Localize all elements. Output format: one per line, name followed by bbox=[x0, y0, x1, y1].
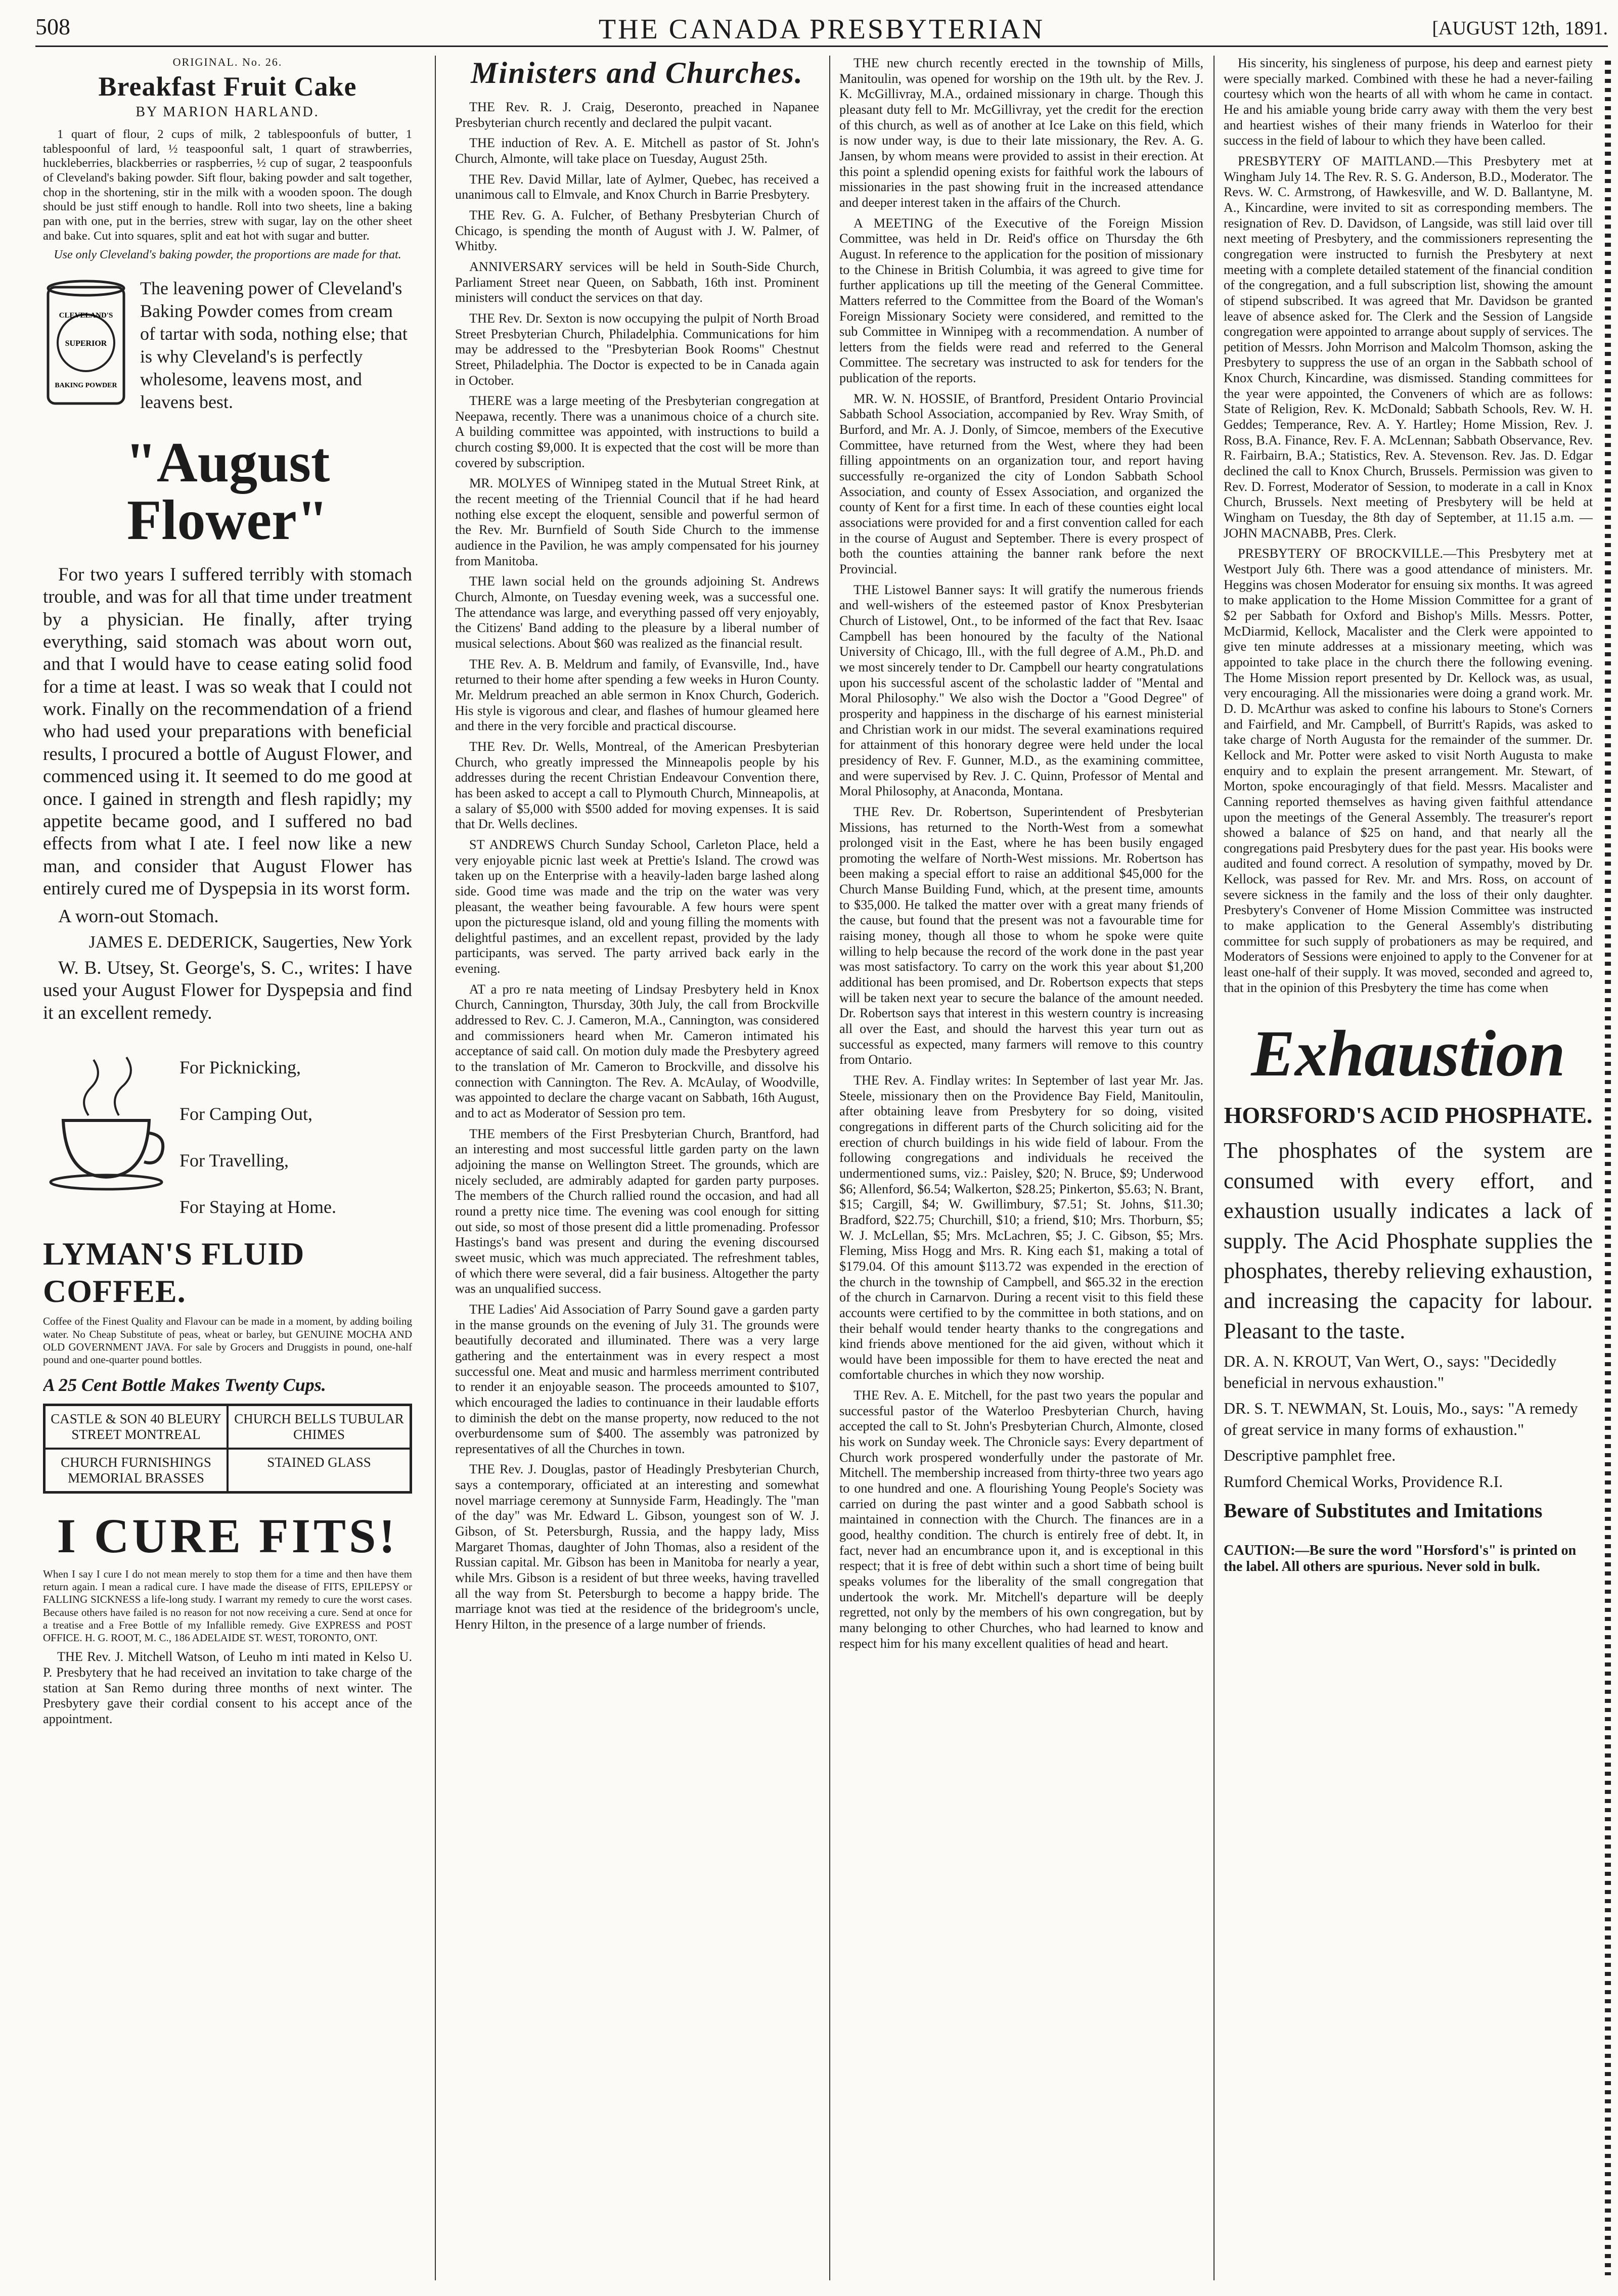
rumford-works: Rumford Chemical Works, Providence R.I. bbox=[1224, 1472, 1503, 1491]
news-paragraph: PRESBYTERY OF MAITLAND.—This Presbytery met at Wingham July 14. The Rev. R. S. G. Anderson, B.D., Moderator. The Revs. W. C. Armstrong, of Hawkesville, and W. D. Ballantyne, M. A., Kincardine, were invited to sit as corresponding members. The resignation of Rev. D. Davidson, of Langside, was still laid over till next meeting of Presbytery, and the commissioners representing the congregation were instructed to furnish the Presbytery at next meeting with a complete detailed statement of the financial condition of the congregation, and a full subscription list, showing the amount of stipend subscribed. It was agreed that Mr. Davidson be granted leave of absence asked for. The Clerk and the Session of Langside congregation were appointed to arrange about supply of services. The petition of Messrs. John Morrison and Malcolm Thomson, asking the Presbytery to suppress the use of an organ in the Sabbath school of Knox Church, Kincardine, was dismissed. Standing committees for the year were appointed, the Conveners of which are as follows: State of Religion, Rev. K. McDonald; Sabbath Schools, Rev. W. H. Geddes; Temperance, Rev. A. Y. Hartley; Home Mission, Rev. J. Ross, B.A. Finance, Rev. F. A. McLennan; Sabbath Observance, Rev. R. Fairbairn, B.A.; Statistics, Rev. A. Stevenson. Rev. Jas. D. Edgar declined the call to Knox Church, Brussels. Permission was given to Rev. D. Forrest, Moderator of Session, to moderate in a call in Knox Church, Brussels. Next meeting of Presbytery will be held at Wingham on Tuesday, the 8th day of September, at 11.15 a.m. —JOHN MACNABB, Pres. Clerk. bbox=[1224, 153, 1593, 541]
news-paragraph: THE lawn social held on the grounds adjoining St. Andrews Church, Almonte, on Tuesday evening week, was a successful one. The attendance was large, and everything passed off very enjoyably, the Citizens' Band adding to the pleasure by a liberal number of musical selections. About $60 was realized as the financial result. bbox=[455, 574, 819, 651]
ad-kicker: ORIGINAL. No. 26. bbox=[172, 56, 283, 68]
section-heading: Ministers and Churches. bbox=[471, 56, 803, 89]
castle-address: CASTLE & SON 40 BLEURY STREET MONTREAL bbox=[44, 1405, 228, 1449]
recipe-byline: BY MARION HARLAND. bbox=[136, 104, 320, 120]
cure-fits-text: When I say I cure I do not mean merely to stop them for a time and then have them return again. I mean a radical cure. I have made the disease of FITS, EPILEPSY or FALLING SICKNESS a life-long study. I warrant my remedy to cure the worst cases. Because others have failed is no reason for not now receiving a cure. Send at once for a treatise and a Free Bottle of my Infallible remedy. Give EXPRESS and POST OFFICE. H. G. ROOT, M. C., 186 ADELAIDE ST. WEST, TORONTO, ONT. bbox=[43, 1568, 412, 1644]
can-brand: CLEVELAND'S bbox=[59, 311, 113, 320]
news-paragraph: ST ANDREWS Church Sunday School, Carleton Place, held a very enjoyable picnic last week at Prettie's Island. The crowd was taken up on the Enterprise with a heavily-laden barge lashed along side. Good time was made and the trip on the water was very pleasant, the weather being favourable. A few hours were spent upon the picturesque island, old and young filling the moments with delightful pastimes, and an excellent repast, provided by the lady participants, was served. The party arrived back early in the evening. bbox=[455, 837, 819, 976]
news-paragraph: THE Rev. Dr. Wells, Montreal, of the American Presbyterian Church, who greatly impressed the Minneapolis people by his addresses during the recent Christian Endeavour Convention there, has been asked to accept a call to Plymouth Church, Minneapolis, at a salary of $5,000 with $500 added for moving expenses. It is said that Dr. Wells declines. bbox=[455, 739, 819, 832]
news-paragraph: MR. MOLYES of Winnipeg stated in the Mutual Street Rink, at the recent meeting of the Triennial Council that if he had heard nothing else except the eloquent, sensible and powerful sermon of the Rev. Mr. Burnfield of South Side Church to the immense audience in the Pavilion, he was amply compensated for his journey from Manitoba. bbox=[455, 476, 819, 568]
beware-line: Beware of Substitutes and Imitations bbox=[1224, 1499, 1543, 1522]
castle-and-son-ad bbox=[43, 1404, 412, 1494]
page-number: 508 bbox=[35, 14, 70, 39]
column-rule bbox=[435, 56, 436, 2280]
news-paragraph: AT a pro re nata meeting of Lindsay Presbytery held in Knox Church, Cannington, Thursday, 30th July, the call from Brockville addressed to Rev. C. J. Cameron, M.A., Cannington, was considered and commissioners heard when Mr. Cameron intimated his acceptance of said call. On motion duly made the Presbytery agreed to the translation of Mr. Cameron to Brockville, and dissolve his connection with Cannington. The Rev. A. McAulay, of Woodville, was appointed to declare the charge vacant on Sabbath, 16th August, and to act as Moderator of Session pro tem. bbox=[455, 981, 819, 1121]
august-flower-subhead: A worn-out Stomach. bbox=[58, 906, 219, 927]
testimonial-krout: DR. A. N. KROUT, Van Wert, O., says: "Decidedly beneficial in nervous exhaustion." bbox=[1224, 1352, 1557, 1391]
lyman-coffee-ad bbox=[43, 1045, 412, 1230]
news-paragraph: THE Rev. Dr. Robertson, Superintendent of Presbyterian Missions, has returned to the North-West from a somewhat prolonged visit in the East, where he has been busily engaged promoting the welfare of North-West missions. Mr. Robertson has been making a special effort to raise an additional $45,000 for the Church Manse Building Fund, which, at the present time, amounts to $35,000. He talked the matter over with a great many friends of the cause, but found that the present was not a favourable time for raising money, though all those to whom he spoke were quite willing to help because the record of the work done in the past year was most satisfactory. To carry on the work this year about $1,200 additional has been promised, and Dr. Robertson expects that steps will be taken next year to secure the balance of the amount needed. Dr. Robertson says that interest in this western country is increasing all over the East, and should the harvest this year turn out as successful as expected, many farmers will remove to this country from Ontario. bbox=[839, 804, 1203, 1067]
august-flower-title: "August Flower" bbox=[125, 431, 330, 552]
cure-fits-title: I CURE FITS! bbox=[57, 1509, 398, 1563]
recipe-text: 1 quart of flour, 2 cups of milk, 2 tablespoonfuls of butter, 1 tablespoonful of lard, ½ teaspoonful salt, 1 quart of strawberries, huckleberries, blackberries or raspberries, ½ cup of sugar, 2 teaspoonfuls of Cleveland's baking powder. Sift flour, baking powder and salt together, chop in the shortening, stir in the milk with a wooden spoon. The dough should be just stiff enough to handle. Roll into two sheets, line a baking pan with one, put in the berries, strew with sugar, lay on the other sheet and bake. Cut into squares, split and eat hot with sugar and butter. bbox=[43, 127, 412, 243]
news-paragraph: His sincerity, his singleness of purpose, his deep and earnest piety were specially marked. Combined with these he had a never-failing courtesy which won the hearts of all with whom he came in contact. He and his amiable young bride carry away with them the very best and heartiest wishes of their many friends in Waterloo for their success in the field of labour to which they have been called. bbox=[1224, 56, 1593, 148]
news-paragraph: THE Rev. A. E. Mitchell, for the past two years the popular and successful pastor of the Waterloo Presbyterian Church, having accepted the call to St. John's Presbyterian Church, Almonte, closed his work on Sunday week. The Chronicle says: Every department of Church work prospered wonderfully under the pastorate of Mr. Mitchell. The membership increased from thirty-three two years ago to one hundred and one. A flourishing Young People's Society was carried on during the past winter and a good Sabbath school is maintained in connection with the Church. The finances are in a good, healthy condition. The church is entirely free of debt. It, in fact, never had an encumbrance upon it, and is exceptional in this respect; that it is free of debt within such a short time of being built speaks volumes for the liberality of the small congregation that undertook the work. Mr. Mitchell's departure will be deeply regretted, not only by the members of his own congregation, but by many belonging to other Churches, who had learned to know and respect him for his many excellent qualities of head and heart. bbox=[839, 1388, 1203, 1651]
page-header bbox=[35, 9, 1608, 47]
column-rule bbox=[1214, 56, 1215, 2280]
castle-bells: CHURCH BELLS TUBULAR CHIMES bbox=[228, 1405, 411, 1449]
column-ministers-churches bbox=[455, 56, 819, 2280]
column-advertisements bbox=[43, 56, 412, 2280]
castle-glass: STAINED GLASS bbox=[228, 1449, 411, 1492]
lyman-title: LYMAN'S FLUID COFFEE. bbox=[43, 1236, 305, 1310]
issue-date: [AUGUST 12th, 1891. bbox=[1432, 18, 1608, 39]
column-presbytery-reports bbox=[1224, 56, 1593, 2280]
list-item: For Staying at Home. bbox=[179, 1196, 336, 1217]
list-item: For Picknicking, bbox=[179, 1057, 301, 1078]
news-paragraph: A MEETING of the Executive of the Foreign Mission Committee, was held in Dr. Reid's office on Thursday the 6th August. In reference to the application for the position of missionary to the Chinese in British Columbia, it was agreed to give time for further applications up till the meeting of the General Committee. Matters referred to the Committee from the Board of the Woman's Foreign Missionary Society were considered, and remitted to the sub Committee in Winnipeg with a recommendation. A number of letters from the fields were read and referred to the General Committee. The secretary was instructed to ask for tenders for the publication of the reports. bbox=[839, 215, 1203, 386]
caution-note: CAUTION:—Be sure the word "Horsford's" is printed on the label. All others are spurious. Never sold in bulk. bbox=[1224, 1542, 1577, 1574]
news-paragraph: THERE was a large meeting of the Presbyterian congregation at Neepawa, recently. There was a unanimous choice of a church site. A building committee was appointed, with instructions to build a church costing $9,000. It is expected that the cost will be more than covered by subscription. bbox=[455, 393, 819, 470]
castle-furnishings: CHURCH FURNISHINGS MEMORIAL BRASSES bbox=[44, 1449, 228, 1492]
column-rule bbox=[829, 56, 830, 2280]
news-paragraph: THE Rev. Dr. Sexton is now occupying the pulpit of North Broad Street Presbyterian Church, Philadelphia. Communications for him may be addressed to the "Presbyterian Book Rooms" Chestnut Street, Philadelphia. The Doctor is expected to be in Canada again in October. bbox=[455, 310, 819, 388]
coffee-cup-icon bbox=[43, 1045, 169, 1191]
news-paragraph: THE Rev. G. A. Fulcher, of Bethany Presbyterian Church of Chicago, is spending the month of August with J. W. Palmer, of Whitby. bbox=[455, 207, 819, 254]
news-paragraph: THE members of the First Presbyterian Church, Brantford, had an interesting and most successful little garden party on the lawn adjoining the manse on Wellington Street. The grounds, which are nicely secluded, are admirably adapted for garden party purposes. The members of the Church rallied round the occasion, and had all round a pretty nice time. The evening was cool enough for sitting out side, so most of those present did a little promenading. Professor Hastings's band was present and during the evening discoursed sweet music, which was much appreciated. The refreshment tables, of which there were several, did a fair business. Altogether the party was an unqualified success. bbox=[455, 1126, 819, 1296]
news-paragraph: THE Rev. David Millar, late of Aylmer, Quebec, has received a unanimous call to Elmvale, and Knox Church in Barrie Presbytery. bbox=[455, 171, 819, 202]
horsfords-body: The phosphates of the system are consumed with every effort, and exhaustion usually indicates a lack of supply. The Acid Phosphate supplies the phosphates, thereby relieving exhaustion, and increasing the capacity for labour. Pleasant to the taste. bbox=[1224, 1138, 1593, 1343]
list-item: For Travelling, bbox=[179, 1150, 289, 1170]
news-paragraph: THE Rev. A. B. Meldrum and family, of Evansville, Ind., have returned to their home after spending a few weeks in Huron County. Mr. Meldrum preached an able sermon in Knox Church, Goderich. His style is vigorous and clear, and flashes of humour gleamed here and there in the very forcible and practical discourse. bbox=[455, 656, 819, 734]
recipe-title: Breakfast Fruit Cake bbox=[98, 71, 357, 102]
news-paragraph: THE new church recently erected in the township of Mills, Manitoulin, was opened for worship on the 19th ult. by the Rev. J. K. McGillivray, M.A., ordained missionary in charge. Though this pleasant duty fell to Mr. McGillivray, yet the credit for the erection of this church, as well as of another at Ice Lake on this field, which is now under way, is due to their late missionary, the Rev. A. G. Jansen, by whom means were provided to assist in their erection. At this point a splendid opening exists for faithful work the labours of missionaries in the past showing fruit in the increased attendance and deeper interest taken in the affairs of the Church. bbox=[839, 56, 1203, 210]
news-paragraph: ANNIVERSARY services will be held in South-Side Church, Parliament Street near Queen, on Sabbath, 16th inst. Prominent ministers will conduct the services on that day. bbox=[455, 259, 819, 305]
news-paragraph: THE Rev. A. Findlay writes: In September of last year Mr. Jas. Steele, missionary then on the Providence Bay Field, Manitoulin, after obtaining leave from Presbytery for so doing, visited congregations in different parts of the Church soliciting aid for the erection of church buildings in his wide field of labour. From the following congregations and individuals he received the undermentioned sums, viz.: Paisley, $20; N. Bruce, $9; Underwood $6; Allenford, $6.54; Walkerton, $28.25; Pinkerton, $5.63; N. Brant, $15; Cargill, $4; W. Gwillimbury, $7.51; St. Johns, $11.30; Bradford, $22.75; Churchill, $10; a friend, $10; Mrs. Thorburn, $5; W. J. McLellan, $5; Mrs. McLachren, $5; J. C. Gibson, $5; Mrs. Fleming, Miss Hogg and Mrs. R. King each $1, making a total of $179.04. Of this amount $113.72 was expended in the erection of the church in the township of Campbell, and $65.32 in the erection of the church in Carnarvon. During a recent visit to this field these accounts were certified to by the committee in both stations, and on their behalf would tender hearty thanks to the congregations and kind friends above mentioned for the aid given, without which it would have been impossible for them to have erected the neat and comfortable churches in which they now worship. bbox=[839, 1073, 1203, 1382]
lyman-uses-list bbox=[179, 1045, 336, 1230]
august-flower-second-testimonial: W. B. Utsey, St. George's, S. C., writes: I have used your August Flower for Dyspepsia and find it an excellent remedy. bbox=[43, 957, 412, 1023]
news-paragraph: THE Ladies' Aid Association of Parry Sound gave a garden party in the manse grounds on the evening of July 31. The grounds were beautifully decorated and illuminated. There was a very large gathering and the entertainment was in every respect a most successful one. Meat and music and harmless merriment contributed to render it an enjoyable season. The proceeds amounted to $107, which encouraged the ladies to continuance in their laudable efforts to diminish the debt on the manse property, now reduced to the not overburdensome sum of $400. The assembly was patronized by representatives of all the Churches in town. bbox=[455, 1301, 819, 1456]
recipe-note: Use only Cleveland's baking powder, the proportions are made for that. bbox=[54, 248, 401, 262]
list-item: For Camping Out, bbox=[179, 1103, 313, 1124]
lyman-price: A 25 Cent Bottle Makes Twenty Cups. bbox=[43, 1375, 326, 1395]
news-paragraph: THE induction of Rev. A. E. Mitchell as pastor of St. John's Church, Almonte, will take place on Tuesday, August 25th. bbox=[455, 136, 819, 166]
mitchell-watson-note: THE Rev. J. Mitchell Watson, of Leuho m inti mated in Kelso U. P. Presbytery that he had received an invitation to take charge of the station at San Remo during three months of next winter. The Presbytery gave their cordial consent to his accept ance of the appointment. bbox=[43, 1649, 412, 1726]
column-news-continued bbox=[839, 56, 1203, 2280]
scan-edge bbox=[1605, 61, 1611, 2275]
can-label: BAKING POWDER bbox=[55, 382, 117, 390]
news-paragraph: MR. W. N. HOSSIE, of Brantford, President Ontario Provincial Sabbath School Association, accompanied by Rev. Wray Smith, of Burford, and Mr. A. J. Donly, of Simcoe, members of the Executive Committee, have returned from the West, where they had been filling appointments on an organization tour, and report having successfully re-organized the city of London Sabbath School Association, and county of Essex Association, and organized the county of Kent for a first time. In each of these counties eight local associations were provided for and a first convention called for each in the course of August and September. There is every prospect of both the counties attaining the banner rank before the next Provincial. bbox=[839, 391, 1203, 576]
masthead: THE CANADA PRESBYTERIAN bbox=[598, 14, 1045, 45]
exhaustion-title: Exhaustion bbox=[1251, 1017, 1565, 1091]
can-superior: SUPERIOR bbox=[65, 339, 107, 348]
news-paragraph: THE Rev. J. Douglas, pastor of Headingly Presbyterian Church, says a contemporary, officiated at an interesting and somewhat novel marriage ceremony at Sunnyside Farm, Headingly. The "man of the day" was Mr. Edward L. Gibson, youngest son of W. J. Gibson, of St. Petersburgh, Russia, and the happy lady, Miss Margaret Thomas, daughter of John Thomas, also a resident of the Russian capital. Mr. Gibson has been in Manitoba for nearly a year, while Mrs. Gibson is a resident of but three weeks, having travelled all the way from St. Petersburgh to become a happy bride. The marriage knot was tied at the residence of the bridegroom's uncle, Henry Hilton, in the presence of a large number of friends. bbox=[455, 1462, 819, 1632]
august-flower-signature: JAMES E. DEDERICK, Saugerties, New York bbox=[88, 932, 412, 952]
horsfords-title: HORSFORD'S ACID PHOSPHATE. bbox=[1224, 1102, 1593, 1129]
testimonial-newman: DR. S. T. NEWMAN, St. Louis, Mo., says: "A remedy of great service in many forms of exhaustion." bbox=[1224, 1399, 1578, 1438]
august-flower-testimonial: For two years I suffered terribly with stomach trouble, and was for all that time under treatment by a physician. He finally, after trying everything, said stomach was about worn out, and that I would have to cease eating solid food for a time at least. I was so weak that I could not work. Finally on the recommendation of a friend who had used your preparations with beneficial results, I procured a bottle of August Flower, and commenced using it. It seemed to do me good at once. I gained in strength and flesh rapidly; my appetite became good, and I suffered no bad effects from what I ate. I feel now like a new man, and consider that August Flower has entirely cured me of Dyspepsia in its worst form. bbox=[43, 564, 412, 899]
news-paragraph: PRESBYTERY OF BROCKVILLE.—This Presbytery met at Westport July 6th. There was a good attendance of ministers. Mr. Heggins was chosen Moderator for ensuing six months. It was agreed to make application to the Home Mission Committee for a grant of $2 per Sabbath for Oxford and Bishop's Mills. Messrs. Potter, McDiarmid, Kellock, Macalister and the Clerk were appointed to give ten minute addresses at a missionary meeting, which was appointed to take place in the church there the following evening. The Home Mission report presented by Dr. Kellock was, as usual, very encouraging. All the missionaries were doing a grand work. Mr. D. D. McArthur was asked to confine his labours to Stone's Corners and Fairfield, and Mr. Campbell, of Burritt's Rapids, was asked to take charge of North Augusta for the remainder of the summer. Dr. Kellock and Mr. Potter were asked to visit North Augusta to make enquiry and to explain the present arrangement. Mr. Stewart, of Morton, spoke encouragingly of that field. Messrs. Macalister and Canning reported themselves as having given faithful attendance upon the meetings of the General Assembly. The treasurer's report showed a balance of $25 on hand, and that nearly all the congregations paid Presbytery dues for the past year. His books were audited and found correct. A resolution of sympathy, moved by Dr. Kellock, was passed for Rev. Mr. and Mrs. Ross, on account of severe sickness in the family and the loss of their only daughter. Presbytery's Convener of Home Mission Committee was instructed to make application to the General Assembly's distributing committee for such supply of probationers as may be required, and Moderators of Sessions were enjoined to apply to the Convener for at least one-half of their supply. It was moved, seconded and agreed to, that in the opinion of this Presbytery the time has come when bbox=[1224, 546, 1593, 995]
clevelands-text: The leavening power of Cleveland's Baking Powder comes from cream of tartar with soda, nothing else; that is why Cleveland's is perfectly wholesome, leavens most, and leavens best. bbox=[140, 278, 408, 413]
news-paragraph: THE Rev. R. J. Craig, Deseronto, preached in Napanee Presbyterian church recently and declared the pulpit vacant. bbox=[455, 100, 819, 130]
pamphlet-note: Descriptive pamphlet free. bbox=[1224, 1446, 1396, 1465]
clevelands-ad bbox=[43, 277, 412, 414]
news-paragraph: THE Listowel Banner says: It will gratify the numerous friends and well-wishers of the esteemed pastor of Knox Presbyterian Church of Listowel, Ont., to be informed of the fact that Rev. Isaac Campbell has been honoured by the faculty of the National University of Chicago, Ill., with the full degree of A.M., Ph.D. and we most sincerely tender to Dr. Campbell our hearty congratulations upon his successful ascent of the scholastic ladder of "Mental and Moral Philosophy." We also wish the Doctor a "Good Degree" of prosperity and happiness in the discharge of his earnest ministerial and Christian work in our midst. The several examinations required for attainment of this honorary degree were held under the local presidency of Rev. F. Gunner, M.D., as the examining committee, and were supervised by Rev. J. C. Quinn, Professor of Mental and Moral Philosophy, at Anaconda, Montana. bbox=[839, 582, 1203, 799]
baking-powder-can-icon bbox=[43, 277, 129, 409]
lyman-details: Coffee of the Finest Quality and Flavour can be made in a moment, by adding boiling water. No Cheap Substitute of peas, wheat or barley, but GENUINE MOCHA AND OLD GOVERNMENT JAVA. For sale by Grocers and Druggists in pound, one-half pound and one-quarter pound bottles. bbox=[43, 1315, 412, 1366]
